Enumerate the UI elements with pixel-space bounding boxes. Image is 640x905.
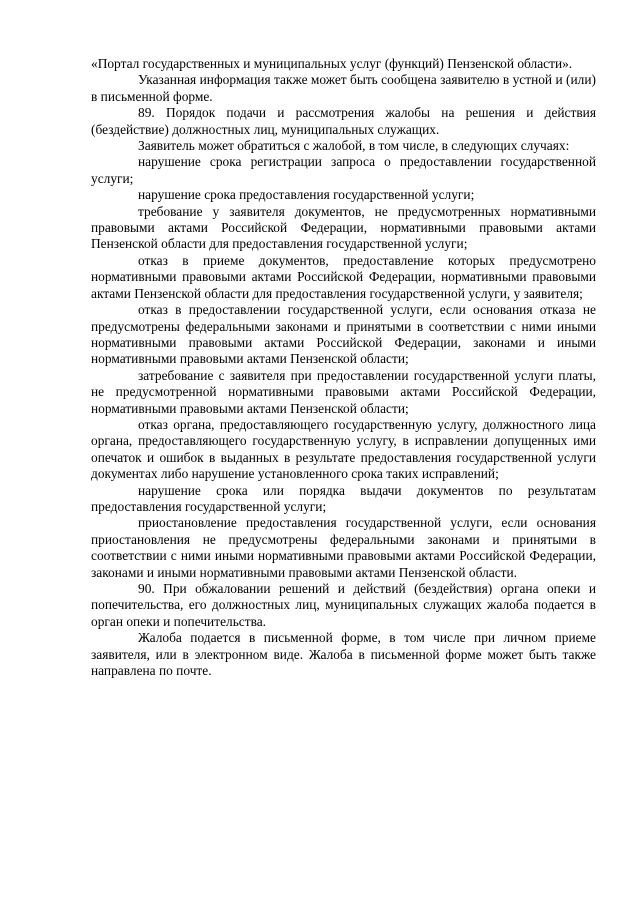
paragraph-complaint-cases: Заявитель может обратиться с жалобой, в том числе, в следующих случаях:: [138, 138, 570, 154]
list-item-service-refusal: отказ в предоставлении государственной услуги, если основания отказа не предусмотрены федеральными законами и принятыми в соответствии с ними иными нормативными правовыми актами Российской Федерации, законами и иными нормативными правовыми актами Пензенской области;: [91, 302, 596, 367]
list-item-document-refusal: отказ в приеме документов, предоставление которых предусмотрено нормативными правовыми актами Российской Федерации, нормативными правовыми актами Пензенской области для предоставления государственной услуги, у заявителя;: [91, 252, 596, 301]
list-item-unlawful-fee: затребование с заявителя при предоставлении государственной услуги платы, не предусмотренной нормативными правовыми актами Российской Федерации, нормативными правовыми актами Пензенской области;: [91, 367, 596, 416]
list-item-registration-delay: нарушение срока регистрации запроса о предоставлении государственной услуги;: [91, 154, 596, 186]
paragraph-info-notice: Указанная информация также может быть сообщена заявителю в устной и (или) в письменной форме.: [91, 72, 596, 104]
document-page: [91, 56, 596, 679]
list-item-extra-documents: требование у заявителя документов, не предусмотренных нормативными правовыми актами Российской Федерации, нормативными правовыми актами Пензенской области для предоставления государственной услуги;: [91, 203, 596, 252]
paragraph-complaint-form: Жалоба подается в письменной форме, в том числе при личном приеме заявителя, или в электронном виде. Жалоба в письменной форме может быть также направлена по почте.: [91, 630, 596, 679]
paragraph-clause-90: 90. При обжаловании решений и действий (бездействия) органа опеки и попечительства, его должностных лиц, муниципальных служащих жалоба подается в орган опеки и попечительства.: [91, 581, 596, 629]
list-item-suspension: приостановление предоставления государственной услуги, если основания приостановления не предусмотрены федеральными законами и принятыми в соответствии с ними иными нормативными правовыми актами Российской Федерации, законами и иными нормативными правовыми актами Пензенской области.: [91, 515, 596, 580]
paragraph-portal-name: «Портал государственных и муниципальных услуг (функций) Пензенской области».: [91, 56, 573, 71]
list-item-service-delay: нарушение срока предоставления государственной услуги;: [138, 187, 475, 203]
list-item-issuance-violation: нарушение срока или порядка выдачи документов по результатам предоставления государственной услуги;: [91, 482, 596, 514]
list-item-correction-refusal: отказ органа, предоставляющего государственную услугу, должностного лица органа, предоставляющего государственную услугу, в исправлении допущенных ими опечаток и ошибок в выданных в результате предоставления государственной услуги документах либо нарушение установленного срока таких исправлений;: [91, 416, 596, 482]
paragraph-clause-89: 89. Порядок подачи и рассмотрения жалобы на решения и действия (бездействие) должностных лиц, муниципальных служащих.: [91, 105, 596, 137]
